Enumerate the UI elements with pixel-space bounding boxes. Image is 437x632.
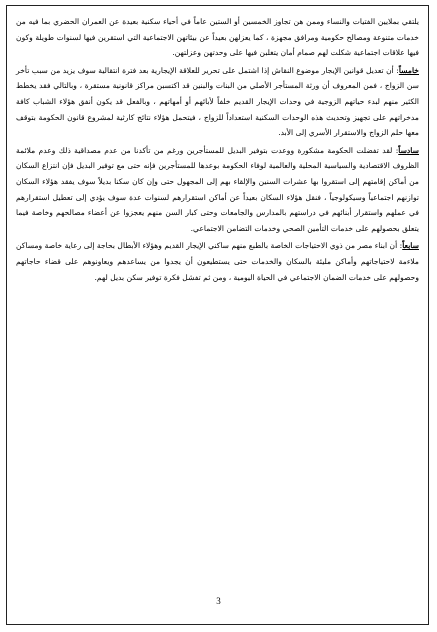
section-sixth bbox=[16, 143, 419, 237]
section-fifth-text: : أن تعديل قوانين الإيجار موضوع النقاش إذا اشتمل على تحرير للعلاقة الإيجارية بعد فترة انتقالية سوف يزيد من سبب تأخر سن الزواج ، فمن المعروف أن ورثة المستأجر الأصلي من البنات والبنين قد اكتسبن مراكز قانونية مستقرة ، وبالتالي فقد يخطط الكثير منهم لبدء حياتهم الزوجية في وحدات الإيجار القديم خلفاً لأبائهم أو أمهاتهم ، وبالفعل قد يكون أنفق هؤلاء الشباب كافة مدخراتهم على تجهيز وتحديث هذه الوحدات السكنية استعداداً للزواج ، فيتحمل هؤلاء نتائج كارثية لمشروع قانون الحكومة بتوقف معها حلم الزواج والاستقرار الأسري إلى الأبد. bbox=[16, 65, 419, 138]
section-seventh bbox=[16, 238, 419, 285]
section-seventh-label: سابعاً bbox=[402, 241, 419, 251]
section-sixth-label: سادساً bbox=[398, 145, 419, 155]
page-number: 3 bbox=[216, 596, 221, 606]
section-fifth bbox=[16, 63, 419, 141]
section-seventh-text: : أن ابناء مصر من ذوي الاحتياجات الخاصة بالطبع منهم ساكني الإيجار القديم وهؤلاء الأبطال بحاجة إلى رعاية خاصة ومساكن ملاءمة لاحتياجاتهم وأماكن مليئة بالسكان والخدمات حتى يستطيعون أن يجدوا من يساعدهم ويعاونوهم على قضاء حاجاتهم وحصولهم على خدمات الضمان الاجتماعي في الحياة اليومية ، ومن ثم تفشل فكرة توفير سكن بديل لهم. bbox=[16, 241, 419, 282]
section-fifth-label: خامساً bbox=[398, 65, 419, 75]
intro-paragraph: يلتقي بملايين الفتيات والنساء وممن هن تجاوز الخمسين أو الستين عاماً في أحياء سكنية بعيدة عن العمران الحضري بما فيه من خدمات متنوعة ومصالح حكومية ومرافق مجهزة ، كما يعزلهن بعيداً عن بيئاتهن الاجتماعية التي استقرين فيها لسنوات طويلة وكون فيها علاقات اجتماعية شكلت لهم صمام أمان يتغلبن فيها على وحدتهن وعزلتهن. bbox=[16, 17, 419, 58]
section-sixth-text: : لقد تفضلت الحكومة مشكورة ووعدت بتوفير البديل للمستأجرين ورغم من تأكدنا من عدم مصداقية ذلك وعدم ملائمة الظروف الاقتصادية والسياسية المحلية والعالمية لوفاء الحكومة بوعدها للمستأجرين فإنه حتى مع توفير البديل فإن انتزاع السكان من أماكن إقامتهم إلى استقروا بها عشرات السنين والإلقاء بهم إلى المجهول حتى وإن كان سكنا بديلاً سوف يفقد هؤلاء السكان توازنهم اجتماعياً وسيكولوجياً ، فنقل هؤلاء السكان بعيداً عن أماكن استقرارهم لسنوات عدة سوف يؤدي إلى تعطيل استقرارهم في عملهم واستقرار أبنائهم في دراستهم بالمدارس والجامعات وحتى كبار السن منهم يعجزوا عن أعضاء مصالحهم وخاصة فيما يتعلق بحصولهم على خدمات التأمين الصحي وخدمات التضامن الاجتماعي. bbox=[16, 145, 419, 233]
document-body bbox=[16, 14, 419, 287]
